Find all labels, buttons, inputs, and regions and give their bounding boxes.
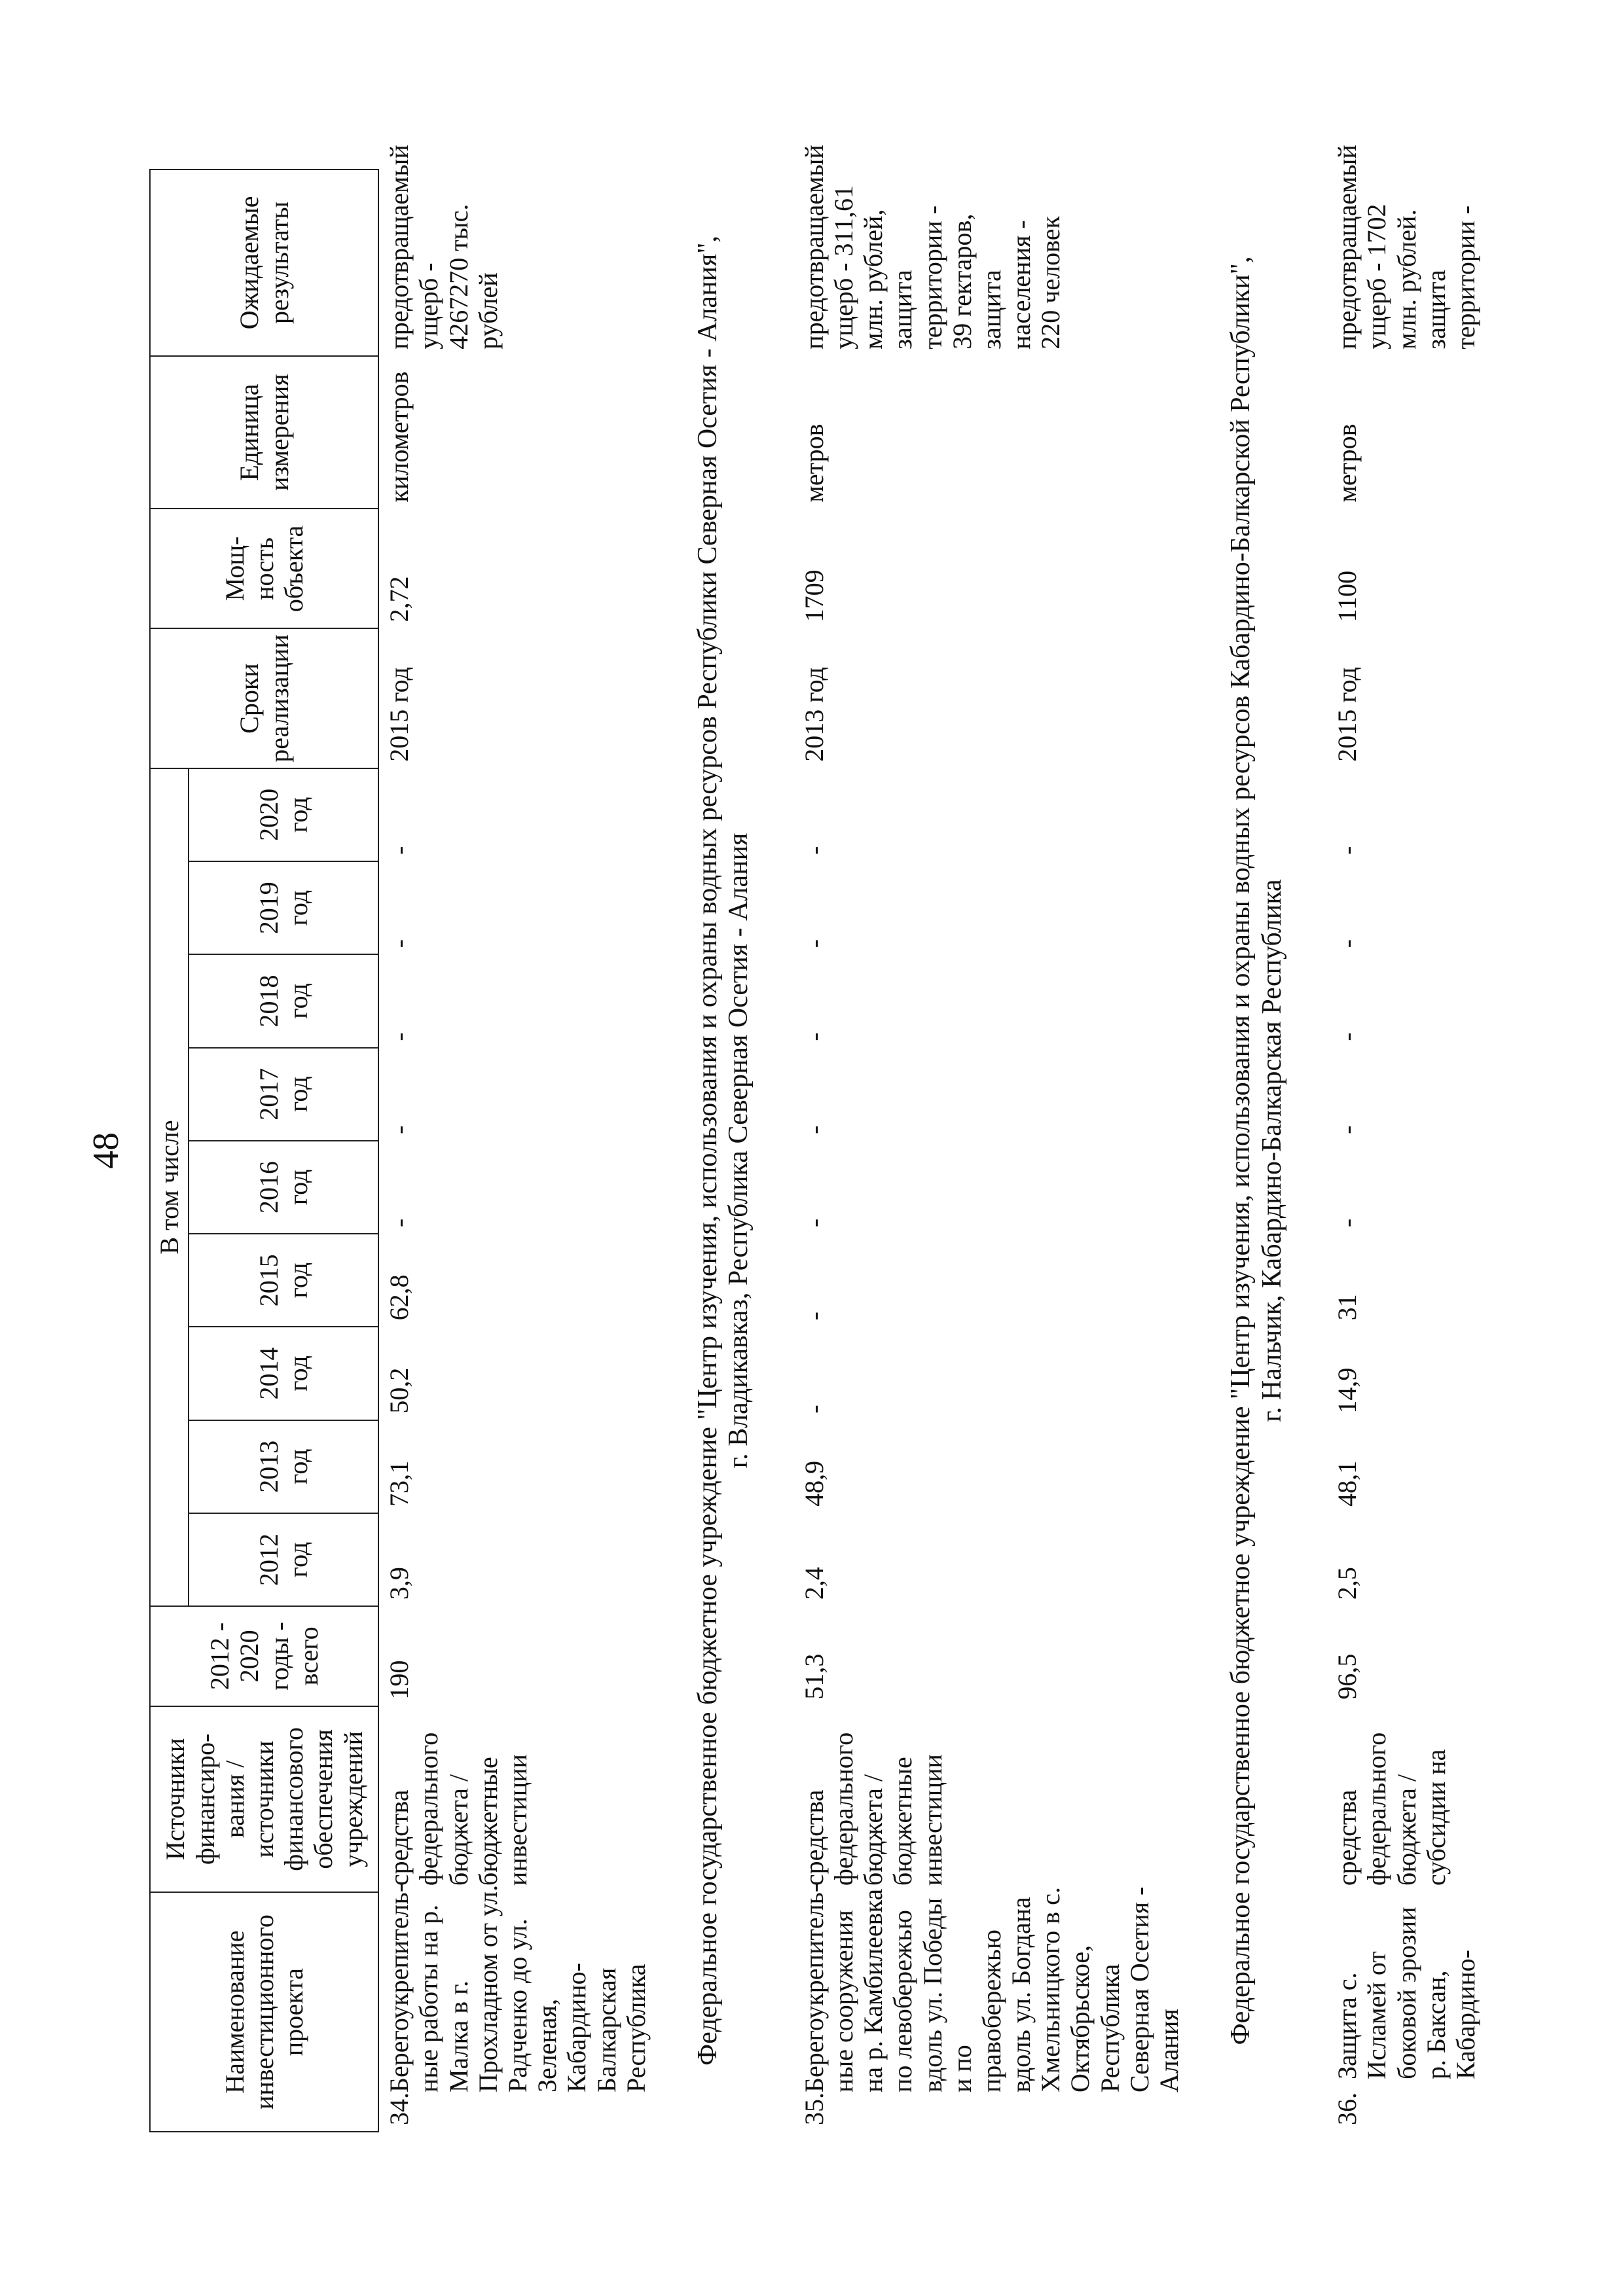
- organization-name: Федеральное государственное бюджетное учреждение "Центр изучения, использования и охраны водных ресурсов Кабардино-Балкарской Республики",: [1226, 256, 1256, 2045]
- funding-source: средства федерального бюджета / бюджетные инвестиции: [378, 1706, 653, 1893]
- term-value: 2013 год: [799, 667, 829, 762]
- header-name: Наименование инвестиционного проекта: [150, 1892, 378, 2132]
- project-name-cell: [794, 1883, 1186, 2132]
- organization-row: [1186, 170, 1327, 2132]
- year-value: -: [799, 1312, 829, 1321]
- year-value: 73,1: [378, 1420, 653, 1513]
- header-year: 2012 год: [189, 1513, 378, 1606]
- total-value: 190: [378, 1606, 653, 1706]
- header-year: 2019 год: [189, 861, 378, 954]
- row-number: 36.: [1332, 2092, 1362, 2125]
- year-value: -: [378, 954, 653, 1047]
- year-value: -: [1332, 1125, 1362, 1134]
- year-value: -: [378, 768, 653, 861]
- year-value: 62,8: [378, 1234, 653, 1327]
- header-year: 2015 год: [189, 1234, 378, 1327]
- unit-value: километров: [378, 356, 653, 509]
- table-wrapper: [149, 145, 1483, 2132]
- header-term: Сроки реализации: [150, 628, 378, 768]
- capacity-value: 2,72: [378, 509, 653, 628]
- investment-projects-table: [149, 145, 1483, 2132]
- funding-source: средства федерального бюджета / бюджетные инвестиции: [799, 1732, 947, 1886]
- year-value: -: [1332, 1218, 1362, 1228]
- header-year: 2016 год: [189, 1141, 378, 1234]
- header-sources: Источники финансиро-вания / источники финансового обеспечения учреждений: [150, 1706, 378, 1893]
- row-number: 35.: [799, 2092, 829, 2125]
- result-value: предотвращаемый ущерб - 1702 млн. рублей. защита территории -: [1332, 145, 1480, 350]
- organization-cell: [653, 170, 794, 2132]
- header-year: 2020 год: [189, 768, 378, 861]
- table-row: [378, 170, 653, 2132]
- capacity-value: 1709: [799, 569, 829, 622]
- year-value: -: [799, 1125, 829, 1134]
- organization-row: [653, 170, 794, 2132]
- total-value: 51,3: [799, 1653, 829, 1700]
- table-row: [794, 170, 1186, 2132]
- row-number: 34.: [384, 2092, 414, 2125]
- unit-value: метров: [799, 423, 829, 503]
- organization-cell: [1186, 170, 1327, 2132]
- table-header: [150, 170, 378, 2132]
- year-value: -: [378, 1048, 653, 1141]
- header-year: 2014 год: [189, 1327, 378, 1420]
- table-row: [1327, 170, 1483, 2132]
- organization-location: г. Владикавказ, Республика Северная Осетия - Алания: [723, 833, 754, 1469]
- year-value: -: [378, 861, 653, 954]
- total-value: 96,5: [1332, 1653, 1362, 1700]
- table-body: [378, 145, 1483, 2132]
- year-value: -: [378, 1141, 653, 1234]
- year-value: -: [799, 1405, 829, 1414]
- year-value: 3,9: [378, 1513, 653, 1606]
- header-year: 2017 год: [189, 1048, 378, 1141]
- year-value: -: [1332, 1032, 1362, 1041]
- result-value: предотвращаемый ущерб - 311,61 млн. рублей, защита территории - 39 гектаров, защита населения - 220 человек: [799, 145, 1066, 350]
- year-value: -: [1332, 939, 1362, 948]
- year-value: 31: [1332, 1294, 1362, 1321]
- year-value: 14,9: [1332, 1367, 1362, 1414]
- year-value: -: [799, 846, 829, 855]
- project-name: Берегоукрепитель-ные работы на р. Малка в г. Прохладном от ул. Радченко до ул. Зеленая, Кабардино-Балкарская Республика: [384, 1883, 651, 2092]
- project-name: Защита с. Исламей от боковой эрозии р. Баксан, Кабардино-: [1332, 1907, 1480, 2079]
- year-value: 48,9: [799, 1460, 829, 1507]
- header-total: 2012 - 2020 годы - всего: [150, 1606, 378, 1706]
- year-value: 48,1: [1332, 1460, 1362, 1507]
- year-value: -: [799, 1032, 829, 1041]
- year-value: -: [1332, 846, 1362, 855]
- year-value: 2,5: [1332, 1567, 1362, 1600]
- term-value: 2015 год: [378, 628, 653, 768]
- year-value: 2,4: [799, 1567, 829, 1600]
- year-value: 50,2: [378, 1327, 653, 1420]
- funding-source: средства федерального бюджета / субсидии на: [1332, 1732, 1451, 1886]
- project-name: Берегоукрепитель-ные сооружения на р. Камбилеевка по левобережью вдоль ул. Победы и по правобережью вдоль ул. Богдана Хмельницкого в с. Октябрьское, Республика Северная Осетия - Алания: [799, 1883, 1184, 2092]
- organization-location: г. Нальчик, Кабардино-Балкарская Республика: [1256, 879, 1287, 1422]
- page-number: 48: [86, 1132, 126, 1169]
- header-year: 2018 год: [189, 954, 378, 1047]
- header-capacity: Мощ-ность объекта: [150, 509, 378, 628]
- term-value: 2015 год: [1332, 667, 1362, 762]
- header-year: 2013 год: [189, 1420, 378, 1513]
- header-including: В том числе: [150, 768, 189, 1606]
- unit-value: метров: [1332, 423, 1362, 503]
- header-unit: Единица измерения: [150, 356, 378, 509]
- organization-name: Федеральное государственное бюджетное учреждение "Центр изучения, использования и охраны водных ресурсов Республики Северная Осетия - Алания",: [692, 236, 723, 2066]
- header-results: Ожидаемые результаты: [150, 170, 378, 356]
- capacity-value: 1100: [1332, 570, 1362, 622]
- year-value: -: [799, 939, 829, 948]
- year-value: -: [799, 1218, 829, 1228]
- project-name-cell: [1327, 1892, 1483, 2132]
- result-value: предотвращаемый ущерб - 4267270 тыс. рублей: [378, 170, 653, 356]
- project-name-cell: [378, 1883, 653, 2132]
